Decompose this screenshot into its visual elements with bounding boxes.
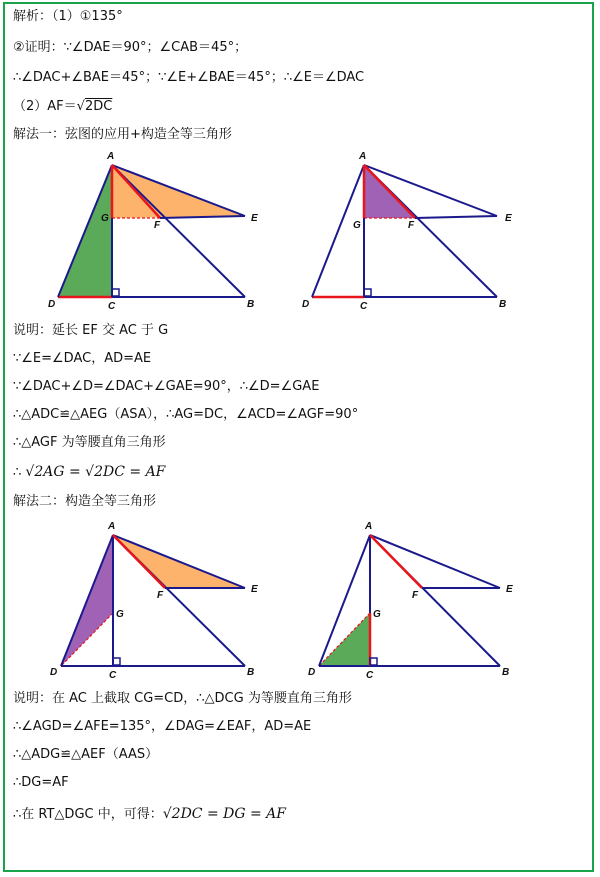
right-angle-mark xyxy=(113,658,120,665)
label-e: E xyxy=(251,213,258,224)
method-1-conclusion xyxy=(13,463,165,482)
right-angle-mark xyxy=(112,289,119,296)
method-2-step-1: ∴∠AGD=∠AFE=135°，∠DAG=∠EAF，AD=AE xyxy=(13,719,312,734)
label-g: G xyxy=(101,213,109,224)
therefore-symbol: ∴ xyxy=(13,465,26,480)
label-b: B xyxy=(499,299,507,310)
figure-method1-right xyxy=(300,148,530,313)
formula-part-2: 2DC = AF xyxy=(94,464,166,480)
part-2-label: （2）AF＝ xyxy=(13,99,77,114)
label-a: A xyxy=(108,521,116,532)
sqrt-icon: √ xyxy=(25,464,35,480)
sqrt-icon: √ xyxy=(76,99,85,114)
method-1-title: 解法一：弦图的应用+构造全等三角形 xyxy=(13,127,232,142)
label-e: E xyxy=(505,213,512,224)
label-c: C xyxy=(108,301,116,312)
figure-method2-right xyxy=(300,517,530,682)
segment-af xyxy=(370,535,422,588)
method-1-note: 说明：延长 EF 交 AC 于 G xyxy=(13,323,169,338)
method-2-step-2: ∴△ADG≌△AEF（AAS） xyxy=(13,747,159,762)
label-c: C xyxy=(366,670,374,681)
method-1-step-1: ∵∠E=∠DAC，AD=AE xyxy=(13,351,152,366)
sqrt-icon: √ xyxy=(85,464,95,480)
label-g: G xyxy=(353,220,361,231)
label-b: B xyxy=(247,667,255,678)
part-2-answer xyxy=(13,98,112,116)
conclusion-prefix: ∴在 RT△DGC 中，可得： xyxy=(13,807,163,822)
label-f: F xyxy=(157,590,164,601)
method-2-title: 解法二：构造全等三角形 xyxy=(13,494,157,509)
label-c: C xyxy=(360,301,368,312)
label-b: B xyxy=(502,667,510,678)
label-f: F xyxy=(412,590,419,601)
segment-ab xyxy=(112,165,245,297)
conclusion-formula: 2DC = DG = AF xyxy=(171,806,286,822)
label-c: C xyxy=(109,670,117,681)
segment-fe xyxy=(415,216,497,218)
method-2-note: 说明：在 AC 上截取 CG=CD，∴△DCG 为等腰直角三角形 xyxy=(13,691,352,706)
right-angle-mark xyxy=(364,289,371,296)
label-a: A xyxy=(365,521,373,532)
method-1-step-3: ∴△ADC≌△AEG（ASA），∴AG=DC，∠ACD=∠AGF=90° xyxy=(13,407,359,422)
label-e: E xyxy=(506,584,513,595)
segment-ad xyxy=(312,165,364,297)
method-2-step-3: ∴DG=AF xyxy=(13,775,69,790)
label-d: D xyxy=(308,667,316,678)
label-f: F xyxy=(408,220,415,231)
label-e: E xyxy=(251,584,258,595)
label-d: D xyxy=(48,299,56,310)
segment-ae xyxy=(370,535,500,588)
figure-method1-left xyxy=(40,148,270,313)
label-d: D xyxy=(302,299,310,310)
part-2-value: 2DC xyxy=(84,99,113,114)
label-a: A xyxy=(107,151,115,162)
label-d: D xyxy=(50,667,58,678)
proof-line-2: ∴∠DAC+∠BAE＝45°；∵∠E+∠BAE＝45°；∴∠E＝∠DAC xyxy=(13,70,365,85)
label-g: G xyxy=(373,609,381,620)
label-f: F xyxy=(154,220,161,231)
label-g: G xyxy=(116,609,124,620)
proof-line-1: ②证明：∵∠DAE＝90°；∠CAB＝45°； xyxy=(13,40,248,55)
method-1-step-4: ∴△AGF 为等腰直角三角形 xyxy=(13,435,166,450)
sqrt-icon: √ xyxy=(162,806,172,822)
figure-method2-left xyxy=(40,517,270,682)
method-2-conclusion xyxy=(13,805,286,824)
analysis-line-1: 解析：（1）①135° xyxy=(13,9,123,24)
formula-part-1: 2AG = xyxy=(34,464,86,480)
label-a: A xyxy=(359,151,367,162)
method-1-step-2: ∵∠DAC+∠D=∠DAC+∠GAE=90°，∴∠D=∠GAE xyxy=(13,379,320,394)
label-b: B xyxy=(247,299,255,310)
